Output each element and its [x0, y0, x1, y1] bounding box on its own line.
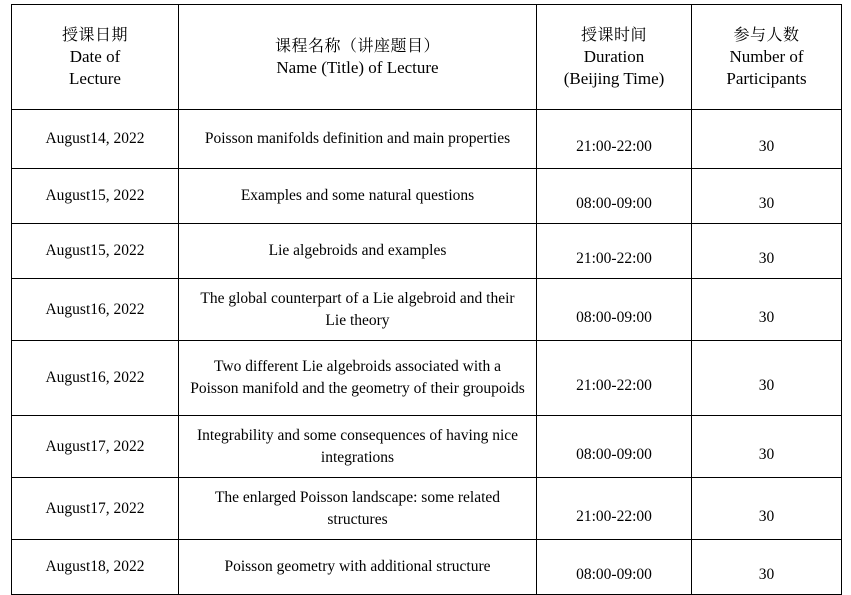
header-name-english: Name (Title) of Lecture	[276, 57, 439, 77]
cell-lecture-name: Two different Lie algebroids associated with a Poisson manifold and the geometry of their groupoids	[179, 341, 537, 416]
cell-participants	[692, 279, 842, 341]
lecture-schedule-table	[11, 4, 842, 595]
cell-participants	[692, 224, 842, 279]
duration-text: 21:00-22:00	[576, 250, 652, 267]
cell-duration	[537, 279, 692, 341]
duration-text: 21:00-22:00	[576, 507, 652, 525]
header-date-english-line1: Date of	[69, 46, 121, 66]
cell-participants	[692, 416, 842, 478]
duration-text: 08:00-09:00	[576, 195, 652, 212]
date-text: August17, 2022	[45, 437, 145, 455]
cell-lecture-name: Integrability and some consequences of having nice integrations	[179, 416, 537, 478]
duration-text: 08:00-09:00	[576, 308, 652, 326]
header-participants-chinese: 参与人数	[733, 24, 800, 44]
date-text: August15, 2022	[45, 187, 145, 204]
cell-participants	[692, 478, 842, 540]
header-cell-name	[179, 5, 537, 110]
participants-text: 30	[758, 377, 775, 394]
cell-duration	[537, 341, 692, 416]
header-date-chinese: 授课日期	[61, 24, 128, 44]
cell-duration	[537, 110, 692, 169]
participants-text: 30	[758, 308, 775, 326]
table-body	[12, 110, 842, 595]
cell-date	[12, 279, 179, 341]
cell-lecture-name: Poisson geometry with additional structure	[179, 540, 537, 595]
cell-lecture-name: Examples and some natural questions	[179, 169, 537, 224]
table-row	[12, 279, 842, 341]
table-row	[12, 341, 842, 416]
cell-duration	[537, 224, 692, 279]
cell-participants	[692, 169, 842, 224]
date-text: August15, 2022	[45, 242, 145, 259]
cell-lecture-name: Lie algebroids and examples	[179, 224, 537, 279]
date-text: August16, 2022	[45, 369, 145, 386]
table-row	[12, 478, 842, 540]
duration-text: 21:00-22:00	[576, 377, 652, 394]
table-row	[12, 540, 842, 595]
cell-duration	[537, 416, 692, 478]
cell-date	[12, 341, 179, 416]
date-text: August14, 2022	[45, 130, 145, 147]
participants-text: 30	[758, 138, 775, 155]
cell-lecture-name: The global counterpart of a Lie algebroid and their Lie theory	[179, 279, 537, 341]
header-duration-english-line1: Duration	[583, 46, 645, 66]
participants-text: 30	[758, 250, 775, 267]
cell-date	[12, 478, 179, 540]
table-row	[12, 110, 842, 169]
header-participants-english-line1: Number of	[729, 46, 804, 66]
header-duration-english-line2: (Beijing Time)	[563, 69, 665, 89]
cell-date	[12, 540, 179, 595]
cell-date	[12, 224, 179, 279]
cell-participants	[692, 540, 842, 595]
cell-lecture-name: Poisson manifolds definition and main properties	[179, 110, 537, 169]
cell-participants	[692, 341, 842, 416]
header-cell-duration	[537, 5, 692, 110]
date-text: August16, 2022	[45, 300, 145, 318]
table-row	[12, 224, 842, 279]
cell-date	[12, 110, 179, 169]
duration-text: 08:00-09:00	[576, 445, 652, 463]
participants-text: 30	[758, 195, 775, 212]
cell-duration	[537, 540, 692, 595]
header-duration-chinese: 授课时间	[580, 24, 647, 44]
participants-text: 30	[758, 566, 775, 583]
table-header	[12, 5, 842, 110]
duration-text: 21:00-22:00	[576, 138, 652, 155]
cell-date	[12, 169, 179, 224]
duration-text: 08:00-09:00	[576, 566, 652, 583]
date-text: August17, 2022	[45, 499, 145, 517]
cell-participants	[692, 110, 842, 169]
header-date-english-line2: Lecture	[69, 69, 121, 89]
header-name-chinese: 课程名称（讲座题目）	[274, 35, 440, 55]
table-row	[12, 416, 842, 478]
participants-text: 30	[758, 507, 775, 525]
header-row	[12, 5, 842, 110]
cell-lecture-name: The enlarged Poisson landscape: some related structures	[179, 478, 537, 540]
header-cell-date	[12, 5, 179, 110]
table-row	[12, 169, 842, 224]
header-participants-english-line2: Participants	[726, 69, 807, 89]
header-cell-participants	[692, 5, 842, 110]
cell-duration	[537, 169, 692, 224]
cell-date	[12, 416, 179, 478]
cell-duration	[537, 478, 692, 540]
date-text: August18, 2022	[45, 558, 145, 575]
document-page	[0, 4, 851, 583]
participants-text: 30	[758, 445, 775, 463]
